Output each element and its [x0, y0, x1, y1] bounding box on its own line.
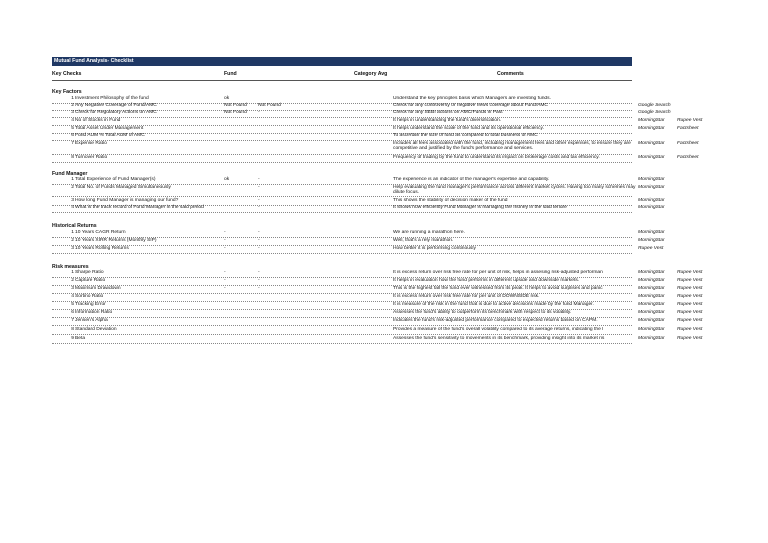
row-number: 1	[71, 177, 74, 182]
row-number: 3	[71, 198, 74, 203]
source-primary: MorningStar	[638, 318, 665, 323]
row-number: 7	[71, 318, 74, 323]
source-secondary: Rupee Vest	[677, 310, 703, 315]
source-secondary: Rupee Vest	[677, 278, 703, 283]
check-label: Total Experience of Fund Manager(s)	[75, 177, 156, 182]
fund-value: -	[224, 270, 226, 275]
comment-text: Check for any SEBI actions on AMC/Funds in Past	[393, 110, 503, 115]
checklist-row	[52, 278, 712, 284]
comment-text: Assesses the fund's sensitivity to movements in its benchmark, providing insight into its market ris	[393, 336, 605, 341]
source-primary: MorningStar	[638, 336, 665, 341]
category-avg-value: -	[258, 110, 260, 115]
check-label: Beta	[75, 336, 86, 341]
row-divider	[52, 162, 632, 163]
source-primary: MorningStar	[638, 205, 665, 210]
comment-text: To ascertain the size of fund as compared to total business of AMC	[393, 133, 538, 138]
fund-value: Not Found	[224, 103, 247, 108]
row-number: 3	[71, 286, 74, 291]
source-primary: MorningStar	[638, 310, 665, 315]
comment-text: Understand the key principles basis which Managers are investing funds.	[393, 96, 551, 101]
check-label: Standard Deviation	[75, 327, 117, 332]
comment-text: We are running a marathon here.	[393, 230, 465, 235]
checklist-row	[52, 103, 712, 109]
checklist-row	[52, 126, 712, 132]
category-avg-value: -	[258, 177, 260, 182]
row-number: 1	[71, 230, 74, 235]
comment-text: It helps in understanding the fund's diversification.	[393, 118, 502, 123]
comment-text: Well, that's a rely marathon.	[393, 238, 454, 243]
source-primary: MorningStar	[638, 270, 665, 275]
checklist-row	[52, 318, 712, 324]
section-title: Historical Returns	[52, 223, 97, 229]
category-avg-value: -	[258, 286, 260, 291]
comment-text: Provides a measure of the fund's overall volatility compared to its average returns, indicating the l	[393, 327, 604, 332]
header-key-checks: Key Checks	[52, 71, 82, 77]
checklist-row	[52, 302, 712, 308]
source-primary: MorningStar	[638, 141, 665, 146]
row-number: 2	[71, 238, 74, 243]
source-primary: MorningStar	[638, 294, 665, 299]
checklist-row	[52, 270, 712, 276]
category-avg-value: -	[258, 185, 260, 190]
source-primary: MorningStar	[638, 118, 665, 123]
checklist-row	[52, 230, 712, 236]
check-label: Maximum Drawdown	[75, 286, 121, 291]
row-number: 2	[71, 103, 74, 108]
section-title: Fund Manager	[52, 171, 88, 177]
check-label: Sortino Ratio	[75, 294, 104, 299]
fund-value: ok	[224, 96, 230, 101]
comment-text: It shows how efficiently Fund Manager is managing the money in the said tenure	[393, 205, 567, 210]
check-label: Expense Ratio	[75, 141, 107, 146]
check-label: Sharpe Ratio	[75, 270, 104, 275]
check-label: 10 Years CAGR Return	[75, 230, 126, 235]
checklist-row	[52, 133, 712, 139]
comment-text: It helps understand the scale of the fund and its operational efficiency.	[393, 126, 544, 131]
checklist-row	[52, 155, 712, 161]
category-avg-value: -	[258, 278, 260, 283]
source-primary: Google Search	[638, 110, 671, 115]
source-secondary: Rupee Vest	[677, 270, 703, 275]
source-secondary: Factsheet	[677, 141, 699, 146]
check-label: Total Asset Under Management	[75, 126, 144, 131]
checklist-row	[52, 286, 712, 292]
section-title: Key Factors	[52, 89, 82, 95]
source-primary: MorningStar	[638, 126, 665, 131]
check-label: Check for Regulatory Actions on AMC	[75, 110, 157, 115]
source-primary: MorningStar	[638, 185, 665, 190]
checklist-row	[52, 198, 712, 204]
row-divider	[52, 334, 632, 335]
checklist-row	[52, 185, 712, 195]
comment-text: It is excess return over risk free rate for per unit of risk, helps in assesing risk-adjusted performan	[393, 270, 603, 275]
checklist-row	[52, 246, 712, 252]
row-number: 4	[71, 118, 74, 123]
comment-text: The experience is an indicator of the manager's expertise and capability.	[393, 177, 550, 182]
source-primary: MorningStar	[638, 177, 665, 182]
source-secondary: Rupee Vest	[677, 118, 703, 123]
comment-text: It is measure of the risk in the fund that is due to active decisions made by the fund Manager.	[393, 302, 594, 307]
row-number: 6	[71, 310, 74, 315]
source-primary: MorningStar	[638, 230, 665, 235]
comment-text: It helps in evaluation how the fund performs in different upside and downside markets.	[393, 278, 580, 283]
comment-text: This is the highest fall the fund ever witnessed from its peak. It helps to avoid surplises and panic	[393, 286, 603, 291]
comment-text: Frequency of trading by the fund to understand its impact on brokerage costs and tax efficiency.	[393, 155, 600, 160]
source-primary: MorningStar	[638, 286, 665, 291]
row-number: 8	[71, 155, 74, 160]
source-primary: MorningStar	[638, 278, 665, 283]
checklist-row	[52, 327, 712, 333]
source-primary: MorningStar	[638, 198, 665, 203]
row-number: 7	[71, 141, 74, 146]
category-avg-value: -	[258, 238, 260, 243]
source-secondary: Rupee Vest	[677, 302, 703, 307]
header-divider	[52, 80, 632, 81]
comment-text: Assesses the fund's ability to outperform its benchmark with respect to its volatility.	[393, 310, 572, 315]
row-number: 1	[71, 96, 74, 101]
checklist-row	[52, 177, 712, 183]
source-primary: MorningStar	[638, 238, 665, 243]
row-number: 4	[71, 205, 74, 210]
row-number: 9	[71, 336, 74, 341]
fund-value: -	[224, 238, 226, 243]
row-number: 1	[71, 270, 74, 275]
check-label: How long Fund Manager is managing our fund?	[75, 198, 179, 203]
row-number: 8	[71, 327, 74, 332]
check-label: What is the track record of Fund Manager in the said period	[75, 205, 204, 210]
fund-value: -	[224, 230, 226, 235]
category-avg-value: -	[258, 246, 260, 251]
header-fund: Fund	[224, 71, 237, 77]
checklist-row	[52, 336, 712, 342]
comment-text: Help evaluating the fund manager's performance across different market cycles. Having too many schemes may dilute focus.	[393, 185, 636, 196]
comment-text: How better it is performing continously	[393, 246, 476, 251]
row-number: 5	[71, 126, 74, 131]
row-divider	[52, 343, 632, 344]
header-category-avg: Category Avg	[354, 71, 388, 77]
checklist-row	[52, 141, 712, 153]
check-label: Any Negative Coverage of Fund/AMC	[75, 103, 157, 108]
source-primary: MorningStar	[638, 155, 665, 160]
check-label: 10 Years XIRR Returns (Monthly SIP)	[75, 238, 157, 243]
sheet-title: Mutual Fund Analysis- Checklist	[52, 57, 632, 66]
row-divider	[52, 196, 632, 197]
checklist-row	[52, 205, 712, 211]
category-avg-value: Not Found	[258, 103, 281, 108]
source-primary: Rupee Vest	[638, 246, 664, 251]
source-secondary: Rupee Vest	[677, 327, 703, 332]
source-primary: MorningStar	[638, 302, 665, 307]
source-secondary: Factsheet	[677, 155, 699, 160]
source-secondary: Factsheet	[677, 126, 699, 131]
checklist-row	[52, 294, 712, 300]
checklist-row	[52, 110, 712, 116]
row-number: 3	[71, 110, 74, 115]
check-label: Turnover Ratio	[75, 155, 108, 160]
comment-text: This shows the stability of decision maker of the fund	[393, 198, 508, 203]
checklist-row	[52, 118, 712, 124]
row-number: 6	[71, 133, 74, 138]
category-avg-value: -	[258, 198, 260, 203]
check-label: Tracking Error	[75, 302, 106, 307]
source-secondary: Rupee Vest	[677, 318, 703, 323]
checklist-row	[52, 96, 712, 102]
row-number: 5	[71, 302, 74, 307]
category-avg-value: -	[258, 230, 260, 235]
row-divider	[52, 212, 632, 213]
fund-value: -	[224, 246, 226, 251]
check-label: Total No. of Funds Managed Simultaneously	[75, 185, 171, 190]
fund-value: -	[224, 278, 226, 283]
check-label: Information Ratio	[75, 310, 113, 315]
check-label: Jensen's Alpha	[75, 318, 108, 323]
row-divider	[52, 253, 632, 254]
source-secondary: Rupee Vest	[677, 336, 703, 341]
fund-value: ok	[224, 177, 230, 182]
row-number: 4	[71, 294, 74, 299]
row-number: 2	[71, 278, 74, 283]
fund-value: -	[224, 286, 226, 291]
source-secondary: Rupee Vest	[677, 294, 703, 299]
row-divider	[52, 325, 632, 326]
header-comments: Comments	[497, 71, 524, 77]
comment-text: Check for any controversy or negative news coverage about Fund/AMC	[393, 103, 548, 108]
comment-text: Indicates the fund's risk-adjusted performance compared to expected returns based on CAPM.	[393, 318, 598, 323]
fund-value: Not Found	[224, 110, 247, 115]
comment-text: Includes all fees associated with the fund, including management fees and other expenses, to ensure they are competitive and justified by the fund's performance and services.	[393, 141, 631, 152]
check-label: No of Stocks in Fund	[75, 118, 121, 123]
row-number: 3	[71, 246, 74, 251]
source-secondary: Rupee Vest	[677, 286, 703, 291]
check-label: Investment Philosophy of the fund	[75, 96, 149, 101]
checklist-row	[52, 310, 712, 316]
row-number: 2	[71, 185, 74, 190]
category-avg-value: -	[258, 205, 260, 210]
section-title: Risk measures	[52, 264, 89, 270]
check-label: Capture Ratio	[75, 278, 106, 283]
category-avg-value: -	[258, 270, 260, 275]
source-primary: MorningStar	[638, 327, 665, 332]
check-label: 10 Years Rolling Returns	[75, 246, 129, 251]
check-label: Fund AUM % Total AUM of AMC	[75, 133, 145, 138]
source-primary: Google Search	[638, 103, 671, 108]
checklist-row	[52, 238, 712, 244]
comment-text: It is excess return over risk free rate for per unit of DOWNSIDE risk.	[393, 294, 540, 299]
